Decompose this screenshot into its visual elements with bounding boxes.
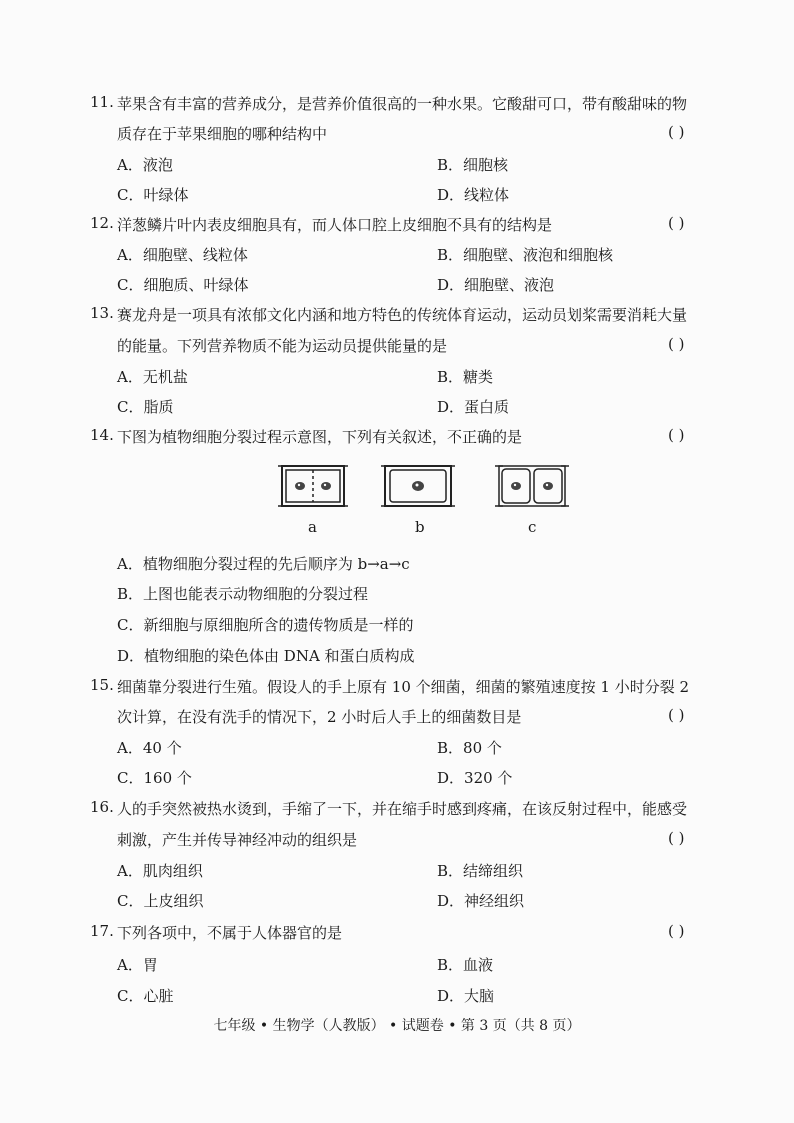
q15-text-line2: 次计算，在没有洗手的情况下，2 小时后人手上的细菌数目是 (117, 708, 522, 726)
q17-answer-paren: ( ) (668, 922, 685, 940)
figure-label-c: c (528, 518, 537, 536)
q12-option-a: A．细胞壁、线粒体 (117, 246, 248, 264)
cell-division-figure (274, 458, 574, 540)
q17-option-a: A．胃 (117, 956, 158, 974)
q16-option-b: B．结缔组织 (437, 862, 524, 880)
q12-number: 12. (90, 214, 114, 232)
q11-text-line1: 苹果含有丰富的营养成分，是营养价值很高的一种水果。它酸甜可口，带有酸甜味的物 (117, 95, 688, 113)
q11-option-b: B．细胞核 (437, 156, 509, 174)
figure-label-b: b (415, 518, 425, 536)
q15-answer-paren: ( ) (668, 706, 685, 724)
q17-option-c: C．心脏 (117, 987, 174, 1005)
q13-text-line2: 的能量。下列营养物质不能为运动员提供能量的是 (117, 337, 448, 355)
q13-option-b: B．糖类 (437, 368, 494, 386)
q12-option-c: C．细胞质、叶绿体 (117, 276, 249, 294)
q11-option-d: D．线粒体 (437, 186, 510, 204)
q14-number: 14. (90, 426, 114, 444)
q13-answer-paren: ( ) (668, 335, 685, 353)
figure-label-a: a (308, 518, 317, 536)
q16-option-a: A．肌肉组织 (117, 862, 203, 880)
q13-number: 13. (90, 304, 114, 322)
q14-answer-paren: ( ) (668, 426, 685, 444)
q13-option-d: D．蛋白质 (437, 398, 510, 416)
q17-option-d: D．大脑 (437, 987, 495, 1005)
q14-option-d: D．植物细胞的染色体由 DNA 和蛋白质构成 (117, 647, 415, 665)
q16-option-d: D．神经组织 (437, 892, 525, 910)
q13-option-a: A．无机盐 (117, 368, 188, 386)
q13-text-line1: 赛龙舟是一项具有浓郁文化内涵和地方特色的传统体育运动，运动员划桨需要消耗大量 (117, 306, 688, 324)
q12-option-b: B．细胞壁、液泡和细胞核 (437, 246, 614, 264)
q17-number: 17. (90, 922, 114, 940)
q14-option-a: A．植物细胞分裂过程的先后顺序为 b→a→c (117, 555, 410, 573)
cell-c-diagram (495, 466, 569, 506)
q15-option-d: D．320 个 (437, 769, 513, 787)
q11-option-a: A．液泡 (117, 156, 173, 174)
q11-text-line2: 质存在于苹果细胞的哪种结构中 (117, 125, 328, 143)
q12-answer-paren: ( ) (668, 214, 685, 232)
q16-answer-paren: ( ) (668, 829, 685, 847)
q16-number: 16. (90, 798, 114, 816)
q14-text-line1: 下图为植物细胞分裂过程示意图，下列有关叙述，不正确的是 (117, 428, 523, 446)
q15-number: 15. (90, 676, 114, 694)
q14-option-c: C．新细胞与原细胞所含的遗传物质是一样的 (117, 616, 414, 634)
q11-answer-paren: ( ) (668, 123, 685, 141)
cell-a-diagram (278, 466, 348, 506)
q11-number: 11. (90, 93, 114, 111)
q12-text-line1: 洋葱鳞片叶内表皮细胞具有，而人体口腔上皮细胞不具有的结构是 (117, 216, 553, 234)
q16-text-line2: 刺激，产生并传导神经冲动的组织是 (117, 831, 358, 849)
q15-option-a: A．40 个 (117, 739, 182, 757)
q15-option-b: B．80 个 (437, 739, 502, 757)
q17-option-b: B．血液 (437, 956, 494, 974)
q17-text-line1: 下列各项中，不属于人体器官的是 (117, 924, 343, 942)
page-footer: 七年级 • 生物学（人教版） • 试题卷 • 第 3 页（共 8 页） (213, 1018, 581, 1034)
cell-b-diagram (381, 466, 455, 506)
q11-option-c: C．叶绿体 (117, 186, 189, 204)
q15-option-c: C．160 个 (117, 769, 192, 787)
q14-option-b: B．上图也能表示动物细胞的分裂过程 (117, 585, 369, 603)
q16-text-line1: 人的手突然被热水烫到，手缩了一下，并在缩手时感到疼痛，在该反射过程中，能感受 (117, 800, 688, 818)
q15-text-line1: 细菌靠分裂进行生殖。假设人的手上原有 10 个细菌，细菌的繁殖速度按 1 小时分裂 2 (117, 678, 690, 696)
q16-option-c: C．上皮组织 (117, 892, 204, 910)
q12-option-d: D．细胞壁、液泡 (437, 276, 555, 294)
q13-option-c: C．脂质 (117, 398, 174, 416)
